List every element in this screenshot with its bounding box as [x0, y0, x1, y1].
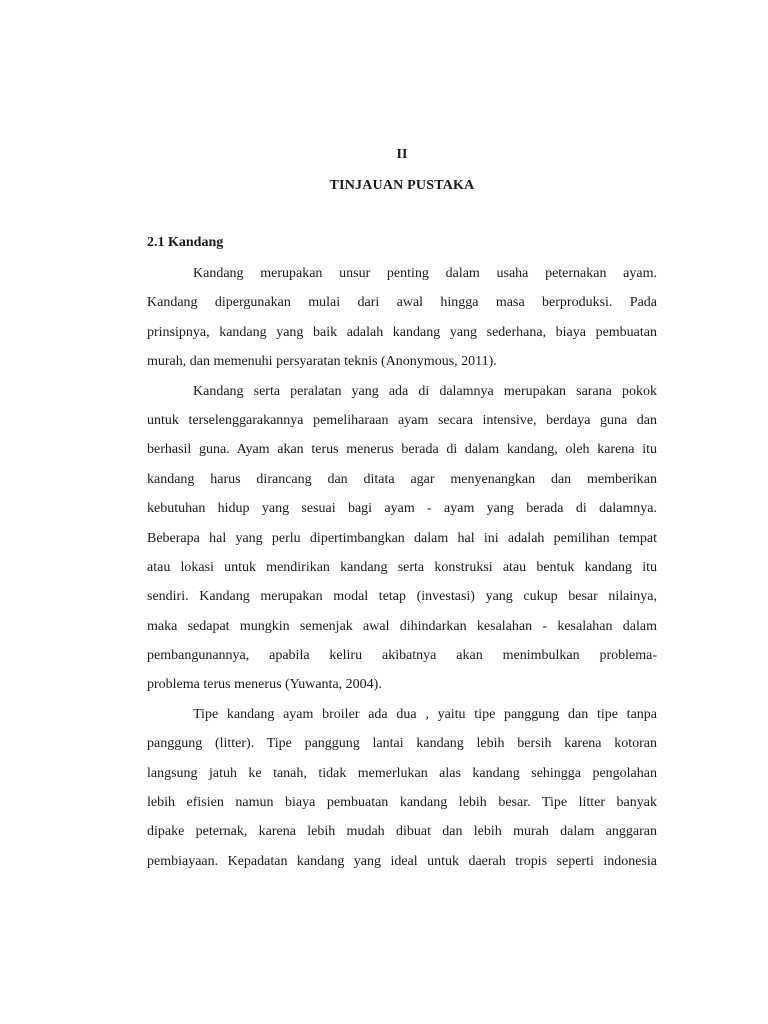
text-line: kebutuhan hidup yang sesuai bagi ayam - ayam yang berada di dalamnya.: [147, 501, 657, 517]
paragraph-2: [147, 377, 657, 700]
text-line: dipake peternak, karena lebih mudah dibuat dan lebih murah dalam anggaran: [147, 824, 657, 840]
text-line: murah, dan memenuhi persyaratan teknis (Anonymous, 2011).: [147, 354, 497, 370]
text-line: berhasil guna. Ayam akan terus menerus berada di dalam kandang, oleh karena itu: [147, 442, 657, 458]
text-line: langsung jatuh ke tanah, tidak memerlukan alas kandang sehingga pengolahan: [147, 765, 657, 781]
body-text: [147, 259, 657, 876]
text-line: pembangunannya, apabila keliru akibatnya akan menimbulkan problema-: [147, 648, 657, 664]
text-line: prinsipnya, kandang yang baik adalah kandang yang sederhana, biaya pembuatan: [147, 324, 657, 340]
text-line: panggung (litter). Tipe panggung lantai kandang lebih bersih karena kotoran: [147, 736, 657, 752]
chapter-number: II: [396, 147, 408, 162]
text-line: kandang harus dirancang dan ditata agar menyenangkan dan memberikan: [147, 471, 657, 487]
text-line: sendiri. Kandang merupakan modal tetap (investasi) yang cukup besar nilainya,: [147, 589, 657, 605]
chapter-title: TINJAUAN PUSTAKA: [329, 178, 475, 193]
text-line: maka sedapat mungkin semenjak awal dihindarkan kesalahan - kesalahan dalam: [147, 618, 657, 634]
paragraph-1: [147, 259, 657, 377]
text-line: Beberapa hal yang perlu dipertimbangkan dalam hal ini adalah pemilihan tempat: [147, 530, 657, 546]
text-line: pembiayaan. Kepadatan kandang yang ideal untuk daerah tropis seperti indonesia: [147, 853, 657, 869]
text-line: Tipe kandang ayam broiler ada dua , yaitu tipe panggung dan tipe tanpa: [193, 706, 657, 722]
text-line: Kandang serta peralatan yang ada di dalamnya merupakan sarana pokok: [193, 383, 657, 399]
paragraph-3: [147, 700, 657, 876]
text-line: Kandang dipergunakan mulai dari awal hingga masa berproduksi. Pada: [147, 295, 657, 311]
section-heading: 2.1 Kandang: [147, 235, 224, 250]
text-line: problema terus menerus (Yuwanta, 2004).: [147, 677, 382, 693]
text-line: atau lokasi untuk mendirikan kandang serta konstruksi atau bentuk kandang itu: [147, 559, 657, 575]
text-line: untuk terselenggarakannya pemeliharaan ayam secara intensive, berdaya guna dan: [147, 412, 657, 428]
text-line: Kandang merupakan unsur penting dalam usaha peternakan ayam.: [193, 266, 657, 281]
text-line: lebih efisien namun biaya pembuatan kandang lebih besar. Tipe litter banyak: [147, 795, 657, 811]
